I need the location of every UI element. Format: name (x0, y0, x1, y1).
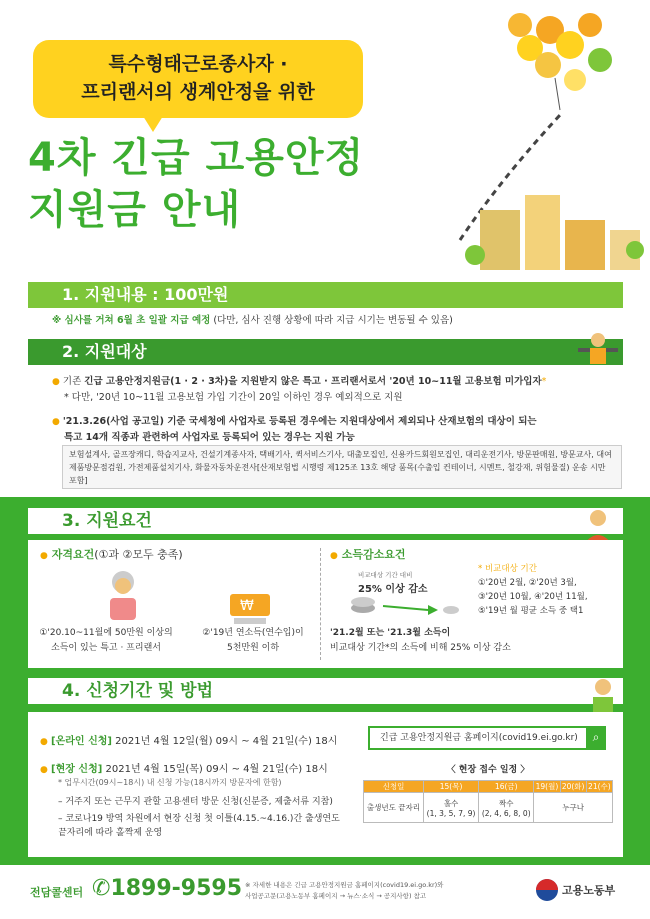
b1-prefix: 기존 (62, 376, 85, 387)
b1-sub: * 다만, '20년 10~11월 고용보험 가입 기간이 20일 이하인 경우 예외적으로 지원 (64, 392, 403, 403)
search-icon[interactable]: ⌕ (586, 726, 606, 750)
online-label: [온라인 신청] (51, 736, 112, 747)
col-header: 21(수) (588, 782, 611, 791)
online-apply (40, 732, 337, 747)
person-lifting-icon (578, 330, 618, 366)
ministry-logo-icon (535, 878, 559, 902)
buildings-icon (480, 195, 640, 270)
headset-agent-icon (578, 504, 618, 544)
qual-1 (36, 626, 176, 656)
field-label: [현장 신청] (51, 764, 103, 775)
subtitle-line2: 프리랜서의 생계안정을 위한 (81, 81, 315, 103)
qual-1a: ①'20.10~11월에 50만원 이상의 (39, 628, 173, 638)
phone-user-icon (585, 675, 621, 713)
odd-label: 홀수 (443, 798, 459, 808)
phone-number[interactable]: 1899-9595 (110, 876, 243, 901)
field-apply (40, 760, 328, 775)
online-period: 2021년 4월 12일(월) 09시 ~ 4월 21일(수) 18시 (111, 736, 338, 747)
elderly-worker-icon (100, 568, 146, 624)
section2-header: 2. 지원대상 (28, 339, 623, 365)
balloon-city-illustration (380, 0, 650, 285)
bullet-icon: ● (40, 765, 48, 775)
odd-cell (423, 793, 478, 823)
section4-header (28, 678, 623, 704)
b2-line2: 특고 14개 직종과 관련하여 사업자로 등록되어 있는 경우는 지원 가능 (64, 432, 355, 443)
phone-icon: ✆ (92, 876, 111, 901)
field-note3a: – 코로나19 방역 차원에서 현장 신청 첫 이틀(4.15.~4.16.)간 출생연도 (58, 814, 340, 824)
odd-sub: (1, 3, 5, 7, 9) (426, 808, 476, 818)
footer (0, 866, 650, 919)
homepage-link[interactable] (368, 726, 606, 750)
footer-note2: 사업공고문(고용노동부 홈페이지 → 뉴스·소식 → 공지사항) 참고 (245, 892, 427, 900)
col-header: 16(금) (479, 781, 534, 793)
field-note1: * 업무시간(09시~18시) 내 신청 가능(18시까지 방문자에 한함) (58, 778, 282, 787)
cmp-3: ⑤'19년 월 평균 소득 중 택1 (478, 606, 584, 616)
section1-header: 1. 지원내용 : 100만원 (28, 282, 623, 308)
row-header: 출생년도 끝자리 (364, 793, 424, 823)
homepage-text[interactable]: 긴급 고용안정지원금 홈페이지(covid19.ei.go.kr) (380, 733, 578, 743)
comparison-period (478, 562, 588, 618)
col-header: 신청일 (364, 781, 424, 793)
income-title: 소득감소요건 (341, 548, 406, 561)
divider (320, 548, 321, 660)
anyone-cell: 누구나 (534, 793, 613, 823)
cmp-title: * 비교대상 기간 (478, 564, 537, 574)
qual-2a: ②'19년 연소득(연수입)이 (202, 628, 304, 638)
section3-title: 3. 지원요건 (62, 511, 152, 531)
qual-sub: (①과 ②모두 충족) (94, 548, 183, 561)
field-note3b: 끝자리에 따라 홀짝제 운영 (58, 828, 163, 838)
qual-2b: 5천만원 이하 (226, 643, 280, 653)
even-cell (479, 793, 534, 823)
target-bullet1 (52, 374, 627, 406)
subtitle-bubble (33, 40, 363, 118)
income-desc (330, 626, 511, 656)
subtitle-line1: 특수형태근로종사자 · (108, 53, 288, 75)
cmp-2: ③'20년 10월, ④'20년 11월, (478, 592, 588, 602)
money-stack-icon (226, 588, 274, 628)
title-line1: 4차 긴급 고용안정 (28, 135, 365, 181)
callcenter-phone[interactable] (92, 876, 242, 901)
even-label: 짝수 (499, 798, 514, 808)
bullet-icon: ● (52, 377, 60, 387)
bullet-icon: ● (330, 551, 338, 561)
target-bullet2 (52, 414, 627, 446)
ministry-name: 고용노동부 (562, 884, 616, 897)
section4-title: 4. 신청기간 및 방법 (62, 681, 213, 701)
b1-mark: * (541, 376, 547, 387)
bullet-icon: ● (40, 551, 48, 561)
qual-2 (188, 626, 318, 656)
svg-text:₩: ₩ (240, 598, 254, 614)
section1-note (52, 313, 632, 329)
income-desc-b: 비교대상 기간*의 소득에 비해 25% 이상 감소 (330, 643, 511, 653)
payment-note: (다만, 심사 진행 상황에 따라 지급 시기는 변동될 수 있음) (210, 315, 453, 326)
payment-schedule: ※ 심사를 거쳐 6월 초 일괄 지급 예정 (52, 315, 211, 326)
col-header: 15(목) (423, 781, 478, 793)
b2-line1: '21.3.26(사업 공고일) 기준 국세청에 사업자로 등록된 경우에는 지원대상에서 제외되나 산재보험의 대상이 되는 (62, 416, 537, 427)
footer-note1: ※ 자세한 내용은 긴급 고용안정지원금 홈페이지(covid19.ei.go.kr)와 (245, 881, 444, 889)
title-line2: 지원금 안내 (28, 187, 242, 233)
col-header: 20(화) (561, 782, 585, 791)
application-card (28, 712, 623, 857)
income-heading (330, 546, 405, 562)
qual-heading (40, 546, 183, 562)
page-title (28, 132, 364, 236)
field-note3 (58, 812, 340, 840)
income-big: 25% 이상 감소 (358, 584, 428, 595)
col-header: 19(월) (535, 782, 559, 791)
field-note2: – 거주지 또는 근무지 관할 고용센터 방문 신청(신분증, 제출서류 지참) (58, 797, 333, 807)
field-period: 2021년 4월 15일(목) 09시 ~ 4월 21일(수) 18시 (102, 764, 328, 775)
occupations-box: 보험설계사, 골프장캐디, 학습지교사, 건설기계종사자, 택배기사, 퀵서비스기사, 대출모집인, 신용카드회원모집인, 대리운전기사, 방문판매원, 방문교사, 대여제품방문점검원, 가전제품설치기사, 화물자동차운전사[산재보험법 시행령 제125조 13호 해당 품목(수출입 컨테이너, 시멘트, 철강재, 위험물질) 운송 시만 포함] (62, 445, 622, 489)
qual-title: 자격요건 (51, 548, 95, 561)
balloons-icon (508, 13, 612, 110)
income-desc-a: '21.2월 또는 '21.3월 소득이 (330, 628, 451, 638)
footer-note (245, 880, 443, 902)
section3-header (28, 508, 623, 534)
b1-main: 긴급 고용안정지원금(1 · 2 · 3차)을 지원받지 않은 특고 · 프리랜서로서 '20년 10~11월 고용보험 미가입자 (84, 376, 542, 387)
schedule-title: 〈 현장 접수 일정 〉 (446, 765, 530, 775)
schedule-row (364, 793, 613, 823)
qual-1b: 소득이 있는 특고 · 프리랜서 (51, 643, 161, 653)
requirements-card (28, 540, 623, 668)
callcenter-label: 전담콜센터 (30, 886, 84, 899)
cmp-1: ①'20년 2월, ②'20년 3월, (478, 578, 577, 588)
even-sub: (2, 4, 6, 8, 0) (481, 808, 531, 818)
bullet-icon: ● (40, 737, 48, 747)
schedule-header-row (364, 781, 613, 793)
bullet-icon: ● (52, 417, 60, 427)
schedule-table (363, 780, 613, 823)
coins-decline-icon (333, 592, 463, 622)
income-small: 비교대상 기간 대비 (358, 571, 413, 579)
